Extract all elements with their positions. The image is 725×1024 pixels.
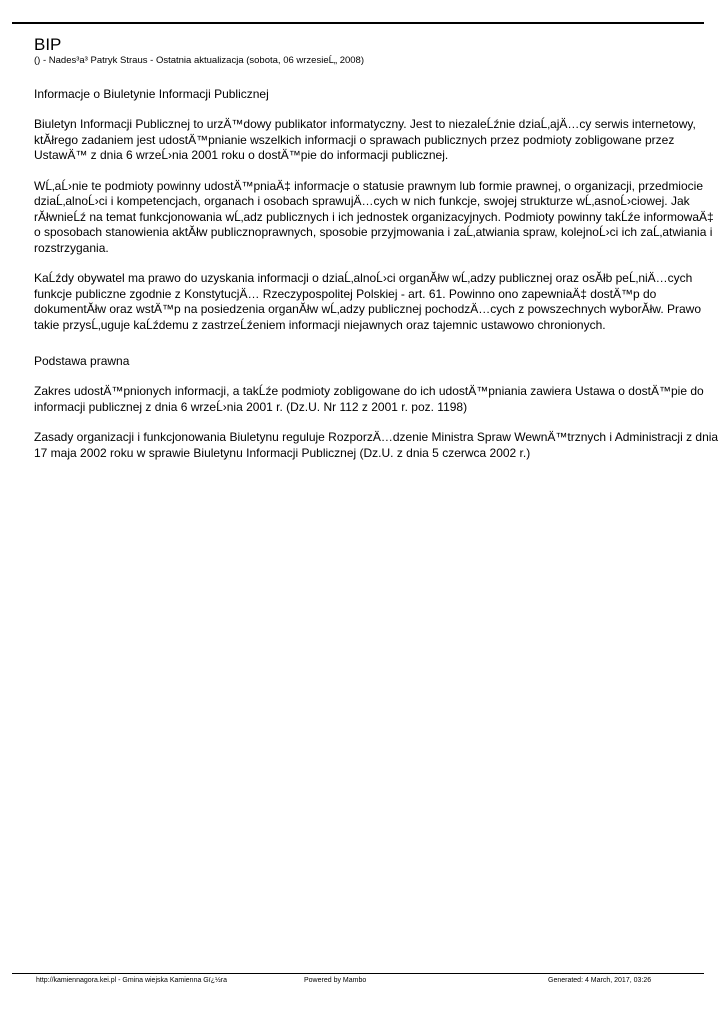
paragraph-scope: Zakres udostÄ™pnionych informacji, a takĹźe podmioty zobligowane do ich udostÄ™pniania zawiera Ustawa o dostÄ™pie do informacji publicznej z dnia 6 wrzeĹ›nia 2001 r. (Dz.U. Nr 112 z 2001 r. poz. 1198) — [34, 384, 704, 414]
footer-generated-date: Generated: 4 March, 2017, 03:26 — [548, 977, 652, 984]
page-footer — [0, 976, 725, 988]
paragraph-intro: Biuletyn Informacji Publicznej to urzÄ™dowy publikator informatyczny. Jest to niezaleĹźnie dziaĹ‚ajÄ…cy serwis internetowy, ktĂłrego zadaniem jest udostÄ™pnianie wszelkich informacji o sprawach publicznych przez podmioty zobligowane przez UstawÄ™ z dnia 6 wrzeĹ›nia 2001 roku o dostÄ™pie do informacji publicznej. — [34, 117, 696, 162]
footer-source-url: http://kamiennagora.kei.pl - Gmina wiejska Kamienna Gï¿½ra — [36, 977, 228, 984]
section-heading-legal-basis: Podstawa prawna — [34, 354, 130, 368]
page-title: BIP — [34, 35, 62, 54]
paragraph-regulation: Zasady organizacji i funkcjonowania Biuletynu reguluje RozporzÄ…dzenie Ministra Spraw WewnÄ™trznych i Administracji z dnia 17 maja 2002 roku w sprawie Biuletynu Informacji Publicznej (Dz.U. z dnia 5 czerwca 2002 r.) — [34, 430, 719, 460]
paragraph-obligations: WĹ‚aĹ›nie te podmioty powinny udostÄ™pniaÄ‡ informacje o statusie prawnym lub formie prawnej, o organizacji, przedmiocie dziaĹ‚alnoĹ›ci i kompetencjach, organach i osobach sprawujÄ…cych w nich funkcje, swojej strukturze wĹ‚asnoĹ›ciowej. Jak rĂłwnieĹź na temat funkcjonowania wĹ‚adz publicznych i ich jednostek organizacyjnych. Podmioty powinny takĹźe informowaÄ‡ o sposobach stanowienia aktĂłw publicznoprawnych, sposobie przyjmowania i zaĹ‚atwiania spraw, kolejnoĹ›ci ich zaĹ‚atwiania i rozstrzygania. — [34, 178, 714, 255]
article-byline: () - Nades³a³ Patryk Straus - Ostatnia aktualizacja (sobota, 06 wrzesieĹ„ 2008) — [34, 55, 364, 66]
article — [34, 35, 722, 461]
paragraph-citizen-rights: KaĹźdy obywatel ma prawo do uzyskania informacji o dziaĹ‚alnoĹ›ci organĂłw wĹ‚adzy publicznej oraz osĂłb peĹ‚niÄ…cych funkcje publiczne zgodnie z KonstytucjÄ… Rzeczypospolitej Polskiej - art. 61. Powinno ono zapewniaÄ‡ dostÄ™p do dokumentĂłw oraz wstÄ™p na posiedzenia organĂłw wĹ‚adzy publicznej pochodzÄ…cych z powszechnych wyborĂłw. Prawo takie przysĹ‚uguje kaĹźdemu z zastrzeĹźeniem informacji niejawnych oraz tajemnic ustawowo chronionych. — [34, 271, 701, 332]
header-rule — [12, 22, 704, 24]
footer-powered-by: Powered by Mambo — [304, 977, 367, 984]
footer-rule — [12, 973, 704, 974]
section-heading-info: Informacje o Biuletynie Informacji Publicznej — [34, 87, 269, 101]
